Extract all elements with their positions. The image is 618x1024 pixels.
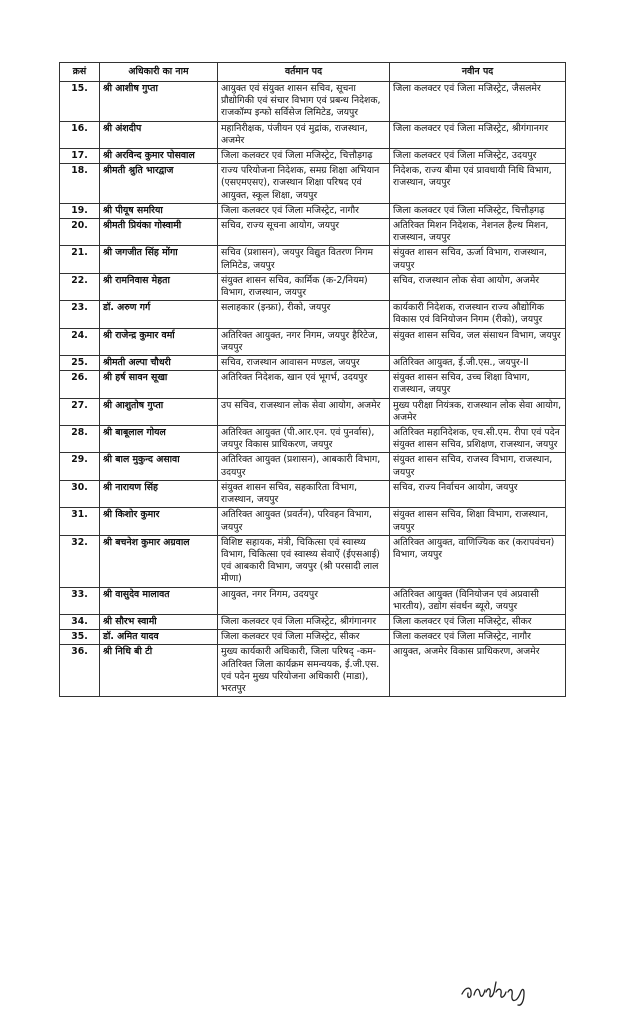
cell-officer-name: श्री आशुतोष गुप्ता <box>100 398 218 425</box>
cell-officer-name: डॉ. अमित यादव <box>100 630 218 645</box>
table-row <box>60 328 566 355</box>
cell-new-post: सचिव, राज्य निर्वाचन आयोग, जयपुर <box>390 480 566 507</box>
cell-serial-no: 29. <box>60 453 100 480</box>
table-row <box>60 614 566 629</box>
cell-new-post: संयुक्त शासन सचिव, राजस्व विभाग, राजस्थान, जयपुर <box>390 453 566 480</box>
cell-officer-name: श्री जगजीत सिंह मोंगा <box>100 246 218 273</box>
cell-current-post: जिला कलक्टर एवं जिला मजिस्ट्रेट, नागौर <box>218 203 390 218</box>
cell-current-post: विशिष्ट सहायक, मंत्री, चिकित्सा एवं स्वास्थ्य विभाग, चिकित्सा एवं स्वास्थ्य सेवाऐं (ईएसआई) एवं आबकारी विभाग, जयपुर (श्री परसादी लाल मीणा) <box>218 535 390 587</box>
cell-current-post: सचिव (प्रशासन), जयपुर विद्युत वितरण निगम लिमिटेड, जयपुर <box>218 246 390 273</box>
table-row <box>60 480 566 507</box>
cell-current-post: संयुक्त शासन सचिव, सहकारिता विभाग, राजस्थान, जयपुर <box>218 480 390 507</box>
cell-officer-name: श्रीमती श्रुति भारद्वाज <box>100 164 218 204</box>
cell-officer-name: श्री निधि बी टी <box>100 645 218 697</box>
cell-serial-no: 30. <box>60 480 100 507</box>
cell-new-post: कार्यकारी निदेशक, राजस्थान राज्य औद्योगिक विकास एवं विनियोजन निगम (रीको), जयपुर <box>390 301 566 328</box>
cell-serial-no: 19. <box>60 203 100 218</box>
cell-officer-name: डॉ. अरुण गर्ग <box>100 301 218 328</box>
table-row <box>60 164 566 204</box>
cell-new-post: अतिरिक्त मिशन निदेशक, नेशनल हैल्थ मिशन, राजस्थान, जयपुर <box>390 219 566 246</box>
header-serial-no: क्रसं <box>60 63 100 82</box>
cell-serial-no: 34. <box>60 614 100 629</box>
cell-serial-no: 21. <box>60 246 100 273</box>
cell-current-post: सचिव, राजस्थान आवासन मण्डल, जयपुर <box>218 356 390 371</box>
cell-officer-name: श्री पीयूष समरिया <box>100 203 218 218</box>
cell-serial-no: 17. <box>60 149 100 164</box>
cell-current-post: महानिरीक्षक, पंजीयन एवं मुद्रांक, राजस्थान, अजमेर <box>218 121 390 148</box>
cell-current-post: अतिरिक्त आयुक्त, नगर निगम, जयपुर हैरिटेज, जयपुर <box>218 328 390 355</box>
cell-new-post: सचिव, राजस्थान लोक सेवा आयोग, अजमेर <box>390 273 566 300</box>
cell-new-post: संयुक्त शासन सचिव, शिक्षा विभाग, राजस्थान, जयपुर <box>390 508 566 535</box>
cell-new-post: जिला कलक्टर एवं जिला मजिस्ट्रेट, सीकर <box>390 614 566 629</box>
cell-new-post: जिला कलक्टर एवं जिला मजिस्ट्रेट, चित्तौड़गढ़ <box>390 203 566 218</box>
cell-current-post: जिला कलक्टर एवं जिला मजिस्ट्रेट, चित्तौड़गढ़ <box>218 149 390 164</box>
table-row <box>60 426 566 453</box>
cell-new-post: संयुक्त शासन सचिव, जल संसाधन विभाग, जयपुर <box>390 328 566 355</box>
table-row <box>60 587 566 614</box>
cell-serial-no: 35. <box>60 630 100 645</box>
cell-serial-no: 18. <box>60 164 100 204</box>
table-row <box>60 121 566 148</box>
table-row <box>60 398 566 425</box>
cell-officer-name: श्री राजेन्द्र कुमार वर्मा <box>100 328 218 355</box>
cell-serial-no: 27. <box>60 398 100 425</box>
table-row <box>60 219 566 246</box>
table-header-row <box>60 63 566 82</box>
cell-officer-name: श्री आशीष गुप्ता <box>100 82 218 122</box>
cell-new-post: जिला कलक्टर एवं जिला मजिस्ट्रेट, जैसलमेर <box>390 82 566 122</box>
cell-serial-no: 24. <box>60 328 100 355</box>
cell-serial-no: 32. <box>60 535 100 587</box>
table-row <box>60 273 566 300</box>
cell-new-post: अतिरिक्त आयुक्त (विनियोजन एवं अप्रवासी भारतीय), उद्योग संवर्धन ब्यूरो, जयपुर <box>390 587 566 614</box>
header-new-post: नवीन पद <box>390 63 566 82</box>
cell-current-post: राज्य परियोजना निदेशक, समग्र शिक्षा अभियान (एसएमएसए), राजस्थान शिक्षा परिषद एवं आयुक्त, स्कूल शिक्षा, जयपुर <box>218 164 390 204</box>
table-row <box>60 508 566 535</box>
cell-serial-no: 28. <box>60 426 100 453</box>
cell-new-post: मुख्य परीक्षा नियंत्रक, राजस्थान लोक सेवा आयोग, अजमेर <box>390 398 566 425</box>
cell-officer-name: श्रीमती अल्पा चौधरी <box>100 356 218 371</box>
cell-officer-name: श्री वासुदेव मालावत <box>100 587 218 614</box>
cell-new-post: जिला कलक्टर एवं जिला मजिस्ट्रेट, नागौर <box>390 630 566 645</box>
table-row <box>60 453 566 480</box>
table-row <box>60 371 566 398</box>
table-row <box>60 630 566 645</box>
cell-current-post: मुख्य कार्यकारी अधिकारी, जिला परिषद् -कम- अतिरिक्त जिला कार्यक्रम समन्वयक, ई.जी.एस. एवं पदेन मुख्य परियोजना अधिकारी (माडा), भरतपुर <box>218 645 390 697</box>
cell-serial-no: 16. <box>60 121 100 148</box>
cell-officer-name: श्री बाबूलाल गोयल <box>100 426 218 453</box>
cell-new-post: आयुक्त, अजमेर विकास प्राधिकरण, अजमेर <box>390 645 566 697</box>
table-row <box>60 246 566 273</box>
cell-serial-no: 22. <box>60 273 100 300</box>
cell-serial-no: 33. <box>60 587 100 614</box>
cell-officer-name: श्री अंशदीप <box>100 121 218 148</box>
cell-serial-no: 31. <box>60 508 100 535</box>
cell-current-post: अतिरिक्त निदेशक, खान एवं भूगर्भ, उदयपुर <box>218 371 390 398</box>
cell-current-post: आयुक्त एवं संयुक्त शासन सचिव, सूचना प्रौद्योगिकी एवं संचार विभाग एवं प्रबन्ध निदेशक, राजकॉम्प इन्फो सर्विसेज लिमिटेड, जयपुर <box>218 82 390 122</box>
cell-new-post: अतिरिक्त आयुक्त, ई.जी.एस., जयपुर-II <box>390 356 566 371</box>
cell-current-post: आयुक्त, नगर निगम, उदयपुर <box>218 587 390 614</box>
cell-officer-name: श्री हर्ष सावन सूखा <box>100 371 218 398</box>
cell-new-post: जिला कलक्टर एवं जिला मजिस्ट्रेट, उदयपुर <box>390 149 566 164</box>
cell-officer-name: श्री किशोर कुमार <box>100 508 218 535</box>
cell-new-post: संयुक्त शासन सचिव, ऊर्जा विभाग, राजस्थान, जयपुर <box>390 246 566 273</box>
cell-serial-no: 25. <box>60 356 100 371</box>
cell-serial-no: 36. <box>60 645 100 697</box>
cell-officer-name: श्री रामनिवास मेहता <box>100 273 218 300</box>
cell-serial-no: 20. <box>60 219 100 246</box>
cell-officer-name: श्री नारायण सिंह <box>100 480 218 507</box>
cell-officer-name: श्री बचनेश कुमार अग्रवाल <box>100 535 218 587</box>
table-row <box>60 535 566 587</box>
table-row <box>60 356 566 371</box>
cell-officer-name: श्री सौरभ स्वामी <box>100 614 218 629</box>
cell-current-post: जिला कलक्टर एवं जिला मजिस्ट्रेट, सीकर <box>218 630 390 645</box>
cell-new-post: निदेशक, राज्य बीमा एवं प्रावधायी निधि विभाग, राजस्थान, जयपुर <box>390 164 566 204</box>
transfer-orders-table <box>59 62 566 697</box>
cell-new-post: अतिरिक्त आयुक्त, वाणिज्यिक कर (करापवंचन) विभाग, जयपुर <box>390 535 566 587</box>
cell-new-post: जिला कलक्टर एवं जिला मजिस्ट्रेट, श्रीगंगानगर <box>390 121 566 148</box>
cell-current-post: अतिरिक्त आयुक्त (प्रवर्तन), परिवहन विभाग, जयपुर <box>218 508 390 535</box>
cell-current-post: जिला कलक्टर एवं जिला मजिस्ट्रेट, श्रीगंगानगर <box>218 614 390 629</box>
cell-new-post: अतिरिक्त महानिदेशक, एच.सी.एम. रीपा एवं पदेन संयुक्त शासन सचिव, प्रशिक्षण, राजस्थान, जयपुर <box>390 426 566 453</box>
cell-officer-name: श्री बाल मुकुन्द असावा <box>100 453 218 480</box>
cell-current-post: संयुक्त शासन सचिव, कार्मिक (क-2/नियम) विभाग, राजस्थान, जयपुर <box>218 273 390 300</box>
cell-serial-no: 26. <box>60 371 100 398</box>
table-row <box>60 301 566 328</box>
cell-current-post: उप सचिव, राजस्थान लोक सेवा आयोग, अजमेर <box>218 398 390 425</box>
cell-new-post: संयुक्त शासन सचिव, उच्च शिक्षा विभाग, राजस्थान, जयपुर <box>390 371 566 398</box>
cell-serial-no: 15. <box>60 82 100 122</box>
header-current-post: वर्तमान पद <box>218 63 390 82</box>
table-row <box>60 645 566 697</box>
cell-officer-name: श्रीमती प्रियंका गोस्वामी <box>100 219 218 246</box>
table-row <box>60 203 566 218</box>
cell-officer-name: श्री अरविन्द कुमार पोसवाल <box>100 149 218 164</box>
cell-current-post: सलाहकार (इन्फ्रा), रीको, जयपुर <box>218 301 390 328</box>
table-row <box>60 82 566 122</box>
cell-current-post: सचिव, राज्य सूचना आयोग, जयपुर <box>218 219 390 246</box>
table-body <box>60 82 566 697</box>
cell-current-post: अतिरिक्त आयुक्त (प्रशासन), आबकारी विभाग, उदयपुर <box>218 453 390 480</box>
cell-serial-no: 23. <box>60 301 100 328</box>
table-row <box>60 149 566 164</box>
cell-current-post: अतिरिक्त आयुक्त (पी.आर.एन. एवं पुनर्वास), जयपुर विकास प्राधिकरण, जयपुर <box>218 426 390 453</box>
handwritten-signature-icon <box>458 968 538 1008</box>
header-officer-name: अधिकारी का नाम <box>100 63 218 82</box>
